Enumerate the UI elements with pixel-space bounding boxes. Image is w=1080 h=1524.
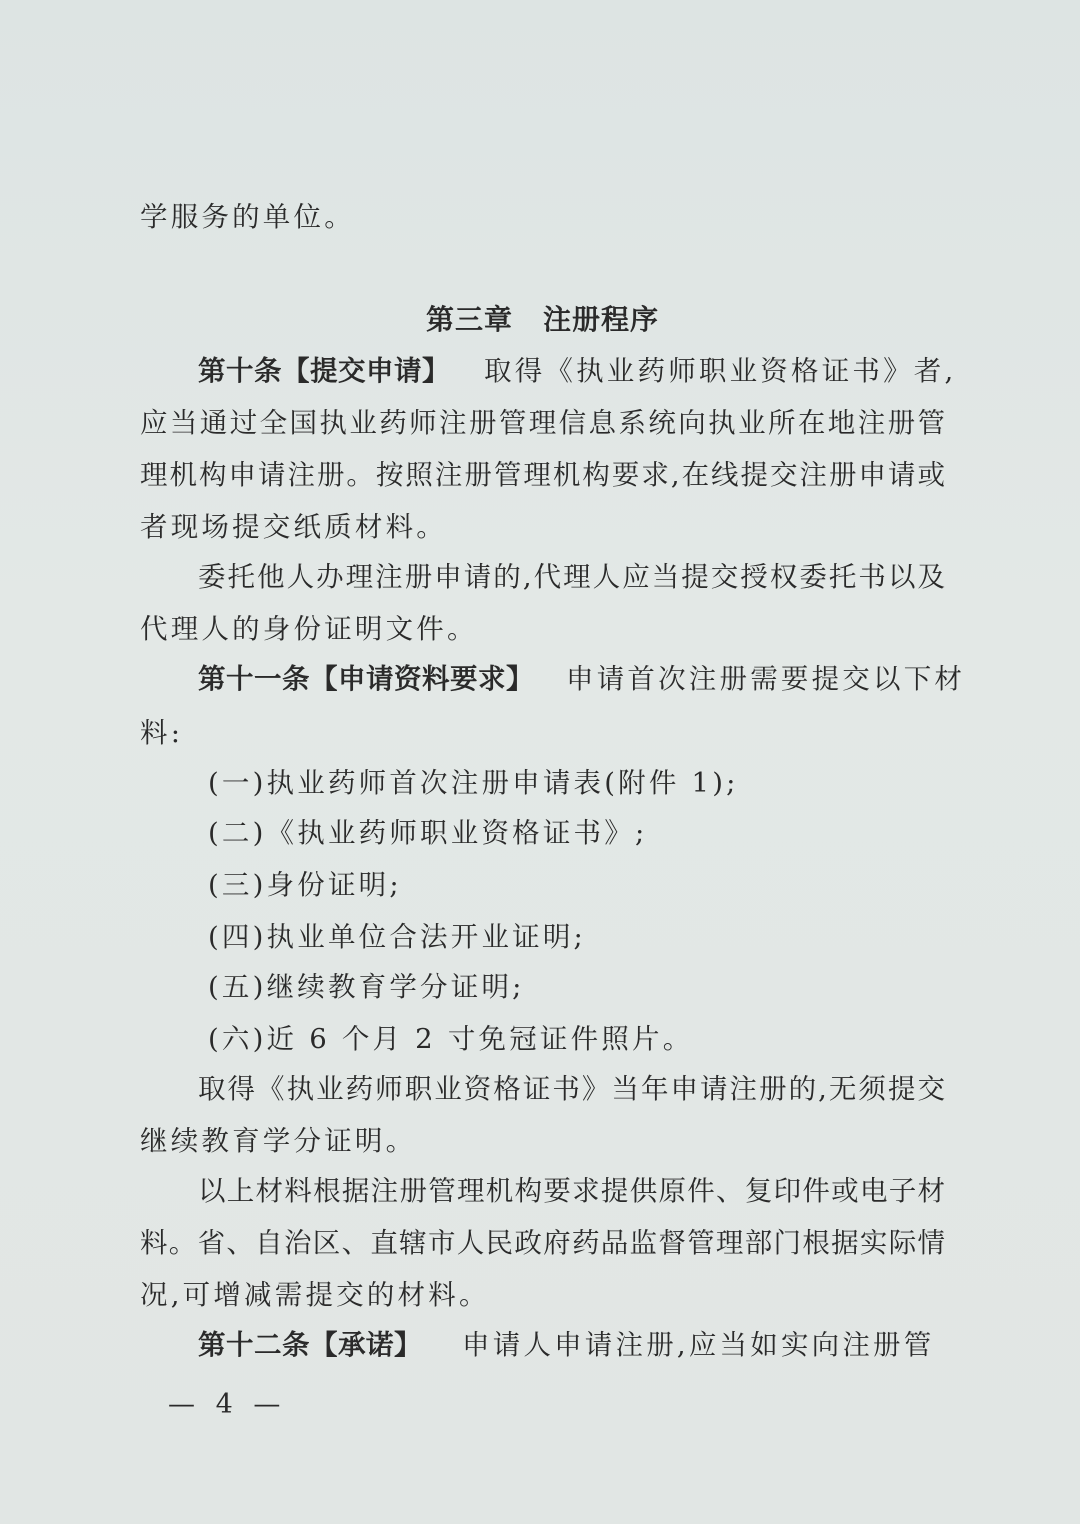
chapter-name: 注册程序 [543, 303, 660, 336]
text-line: 以上材料根据注册管理机构要求提供原件、复印件或电子材 [198, 1175, 945, 1207]
article-11-heading: 第十一条【申请资料要求】 [198, 663, 534, 695]
article-12-text: 申请人申请注册,应当如实向注册管 [462, 1329, 935, 1361]
list-item: (四)执业单位合法开业证明; [208, 921, 587, 953]
text-line: 委托他人办理注册申请的,代理人应当提交授权委托书以及 [198, 561, 945, 593]
list-item: (六)近 6 个月 2 寸免冠证件照片。 [208, 1023, 694, 1055]
list-item: (一)执业药师首次注册申请表(附件 1); [208, 767, 739, 799]
article-12-first-line [198, 1326, 934, 1364]
text-line: 况,可增减需提交的材料。 [140, 1279, 490, 1311]
list-item: (二)《执业药师职业资格证书》; [208, 817, 648, 849]
list-item: (五)继续教育学分证明; [208, 971, 525, 1003]
text-line: 继续教育学分证明。 [140, 1125, 417, 1157]
article-10-text: 取得《执业药师职业资格证书》者, [484, 355, 957, 387]
article-12-heading: 第十二条【承诺】 [198, 1329, 422, 1361]
chapter-number: 第三章 [425, 303, 513, 336]
text-line: 理机构申请注册。按照注册管理机构要求,在线提交注册申请或 [140, 459, 945, 491]
text-line: 应当通过全国执业药师注册管理信息系统向执业所在地注册管 [140, 407, 945, 439]
article-11-text: 申请首次注册需要提交以下材 [566, 663, 966, 695]
chapter-title [140, 300, 945, 340]
article-11-first-line [198, 660, 965, 698]
page-number: — 4 — [168, 1389, 287, 1420]
article-10-first-line [198, 352, 956, 390]
text-line: 取得《执业药师职业资格证书》当年申请注册的,无须提交 [198, 1073, 945, 1105]
text-line: 者现场提交纸质材料。 [140, 511, 447, 543]
text-line: 料。省、自治区、直辖市人民政府药品监督管理部门根据实际情 [140, 1227, 945, 1259]
list-item: (三)身份证明; [208, 869, 402, 901]
article-10-heading: 第十条【提交申请】 [198, 355, 450, 387]
text-line: 代理人的身份证明文件。 [140, 613, 478, 645]
text-line: 学服务的单位。 [140, 201, 355, 233]
text-line: 料: [140, 717, 184, 749]
